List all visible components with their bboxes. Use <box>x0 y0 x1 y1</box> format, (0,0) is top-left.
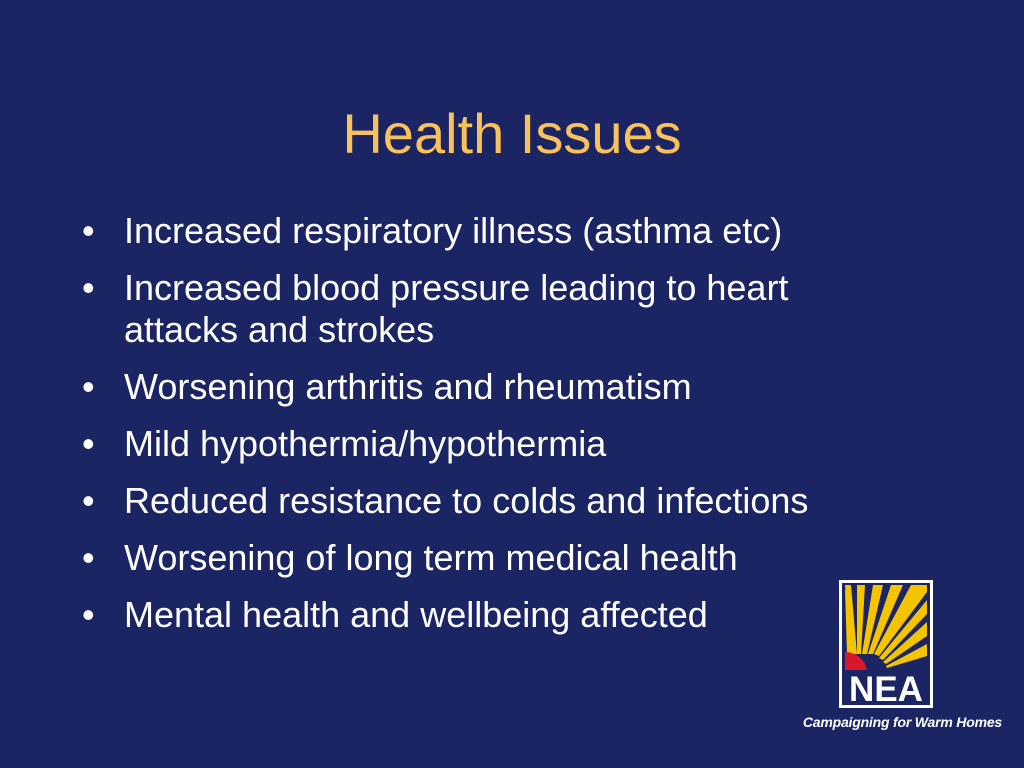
bullet-text: Worsening of long term medical health <box>124 537 738 578</box>
bullet-item <box>82 210 882 252</box>
bullet-text: Mental health and wellbeing affected <box>124 594 708 635</box>
bullet-item <box>82 537 882 579</box>
logo-text: NEA <box>849 670 923 708</box>
bullet-text: Increased blood pressure leading to heart attacks and strokes <box>124 267 789 350</box>
logo-tagline: Campaigning for Warm Homes <box>802 714 1002 730</box>
nea-logo <box>839 580 933 708</box>
bullet-dot: • <box>82 366 95 407</box>
sunburst-logo-icon <box>839 580 933 708</box>
bullet-item <box>82 594 882 636</box>
bullet-dot: • <box>82 480 95 521</box>
bullet-item <box>82 267 882 351</box>
bullet-text: Increased respiratory illness (asthma etc) <box>124 210 783 251</box>
bullet-text: Worsening arthritis and rheumatism <box>124 366 692 407</box>
bullet-dot: • <box>82 594 95 635</box>
bullet-dot: • <box>82 423 95 464</box>
slide-title: Health Issues <box>342 102 682 165</box>
bullet-dot: • <box>82 210 95 251</box>
bullet-item <box>82 366 882 408</box>
bullet-text: Mild hypothermia/hypothermia <box>124 423 607 464</box>
bullet-list <box>82 210 882 651</box>
bullet-dot: • <box>82 537 95 578</box>
bullet-item <box>82 480 882 522</box>
bullet-item <box>82 423 882 465</box>
bullet-dot: • <box>82 267 95 308</box>
bullet-text: Reduced resistance to colds and infections <box>124 480 809 521</box>
